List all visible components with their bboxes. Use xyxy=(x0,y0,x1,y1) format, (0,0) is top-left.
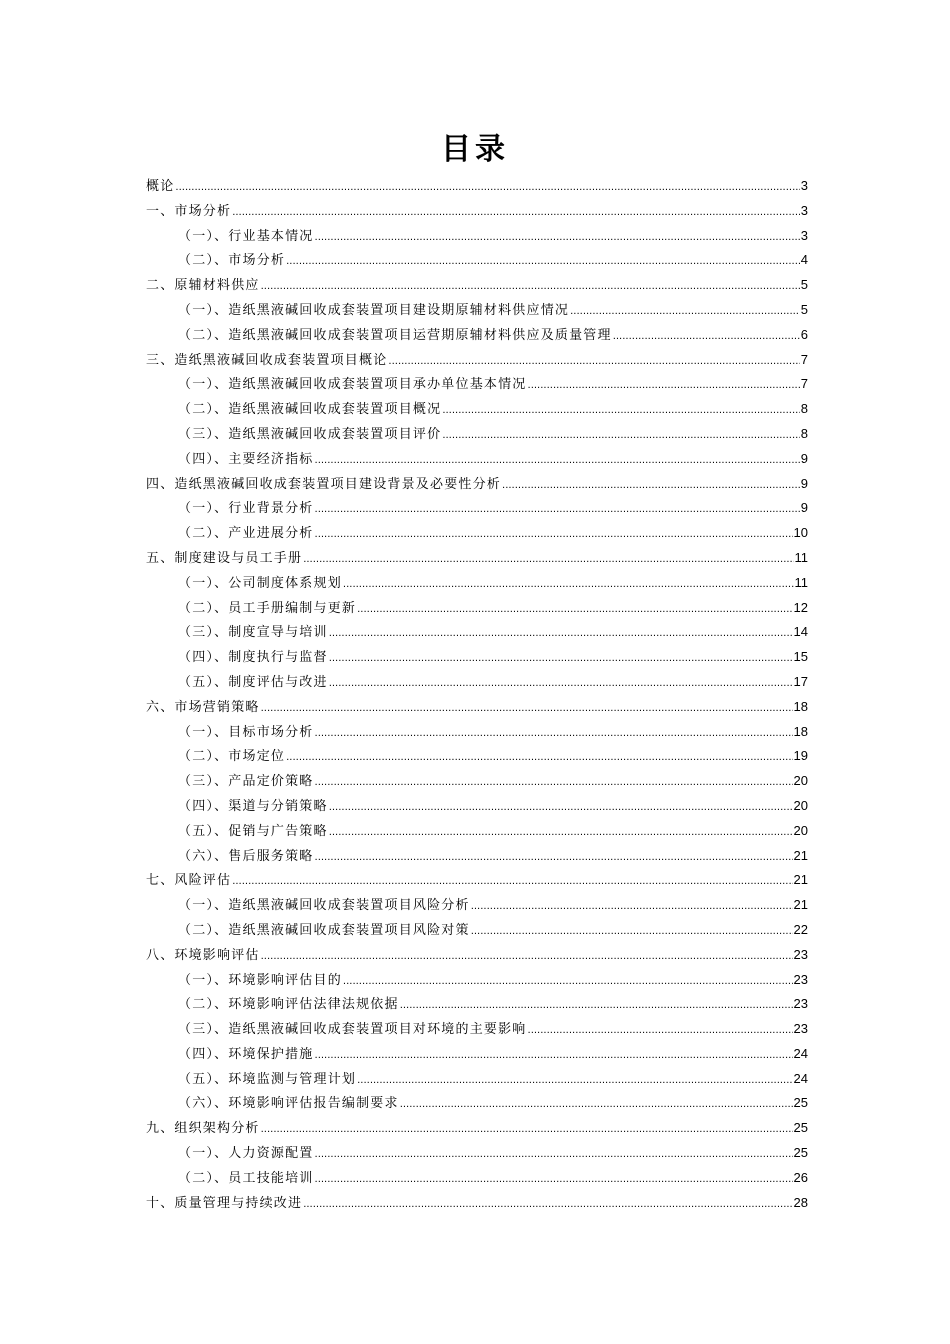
toc-entry-title: （二）、造纸黑液碱回收成套装置项目风险对策 xyxy=(178,922,470,938)
toc-entry-title: （六）、环境影响评估报告编制要求 xyxy=(178,1096,399,1112)
dot-leader xyxy=(261,275,800,300)
toc-page-number: 4 xyxy=(800,252,808,268)
toc-page-number: 18 xyxy=(793,723,808,739)
toc-section-entry[interactable] xyxy=(146,720,808,745)
toc-entry-title: 九、组织架构分析 xyxy=(146,1121,260,1137)
dot-leader xyxy=(329,622,793,647)
toc-page-number: 11 xyxy=(794,574,808,590)
toc-entry-title: （二）、造纸黑液碱回收成套装置项目运营期原辅材料供应及质量管理 xyxy=(178,327,612,343)
toc-entry-title: （三）、产品定价策略 xyxy=(178,774,314,790)
toc-entry-title: 三、造纸黑液碱回收成套装置项目概论 xyxy=(146,352,388,368)
toc-entry-title: （一）、造纸黑液碱回收成套装置项目风险分析 xyxy=(178,898,470,914)
toc-section-entry[interactable] xyxy=(146,1166,808,1191)
toc-entry-title: （一）、目标市场分析 xyxy=(178,724,314,740)
dot-leader xyxy=(315,1044,793,1069)
toc-section-entry[interactable] xyxy=(146,447,808,472)
dot-leader xyxy=(329,821,793,846)
toc-page-number: 5 xyxy=(800,301,808,317)
toc-section-entry[interactable] xyxy=(146,1091,808,1116)
toc-entry-title: 七、风险评估 xyxy=(146,873,232,889)
toc-section-entry[interactable] xyxy=(146,1017,808,1042)
dot-leader xyxy=(315,771,793,796)
toc-page-number: 9 xyxy=(800,450,808,466)
toc-section-entry[interactable] xyxy=(146,918,808,943)
toc-page-number: 15 xyxy=(793,649,808,665)
toc-section-entry[interactable] xyxy=(146,620,808,645)
toc-page-number: 20 xyxy=(793,773,808,789)
toc-section-entry[interactable] xyxy=(146,571,808,596)
dot-leader xyxy=(315,1168,793,1193)
dot-leader xyxy=(502,474,800,499)
toc-section-entry[interactable] xyxy=(146,769,808,794)
toc-chapter-entry[interactable] xyxy=(146,174,808,199)
toc-page-number: 25 xyxy=(793,1120,808,1136)
dot-leader xyxy=(261,1118,793,1143)
toc-section-entry[interactable] xyxy=(146,298,808,323)
toc-section-entry[interactable] xyxy=(146,744,808,769)
dot-leader xyxy=(261,697,793,722)
toc-section-entry[interactable] xyxy=(146,596,808,621)
toc-chapter-entry[interactable] xyxy=(146,868,808,893)
toc-section-entry[interactable] xyxy=(146,422,808,447)
toc-section-entry[interactable] xyxy=(146,645,808,670)
toc-page-number: 14 xyxy=(793,624,808,640)
toc-entry-title: （三）、制度宣导与培训 xyxy=(178,625,328,641)
toc-page-number: 18 xyxy=(793,698,808,714)
toc-section-entry[interactable] xyxy=(146,670,808,695)
dot-leader xyxy=(400,994,793,1019)
toc-page-number: 9 xyxy=(800,475,808,491)
toc-page-number: 8 xyxy=(800,401,808,417)
toc-entry-title: （四）、主要经济指标 xyxy=(178,451,314,467)
toc-section-entry[interactable] xyxy=(146,1067,808,1092)
toc-section-entry[interactable] xyxy=(146,819,808,844)
dot-leader xyxy=(315,846,793,871)
toc-section-entry[interactable] xyxy=(146,1141,808,1166)
toc-entry-title: （二）、市场定位 xyxy=(178,749,286,765)
dot-leader xyxy=(315,1143,793,1168)
dot-leader xyxy=(357,1069,792,1094)
toc-page-number: 23 xyxy=(793,946,808,962)
toc-page-number: 21 xyxy=(793,847,808,863)
dot-leader xyxy=(357,598,792,623)
toc-entry-title: （五）、环境监测与管理计划 xyxy=(178,1071,357,1087)
toc-entry-title: （二）、市场分析 xyxy=(178,253,286,269)
toc-page-number: 7 xyxy=(800,351,808,367)
toc-entry-title: （一）、造纸黑液碱回收成套装置项目建设期原辅材料供应情况 xyxy=(178,302,570,318)
toc-entry-title: （二）、员工技能培训 xyxy=(178,1170,314,1186)
toc-entry-title: （四）、制度执行与监督 xyxy=(178,650,328,666)
toc-entry-title: （二）、员工手册编制与更新 xyxy=(178,600,357,616)
table-of-contents xyxy=(146,174,808,1215)
dot-leader xyxy=(315,498,800,523)
dot-leader xyxy=(303,548,793,573)
toc-page-number: 3 xyxy=(800,227,808,243)
toc-chapter-entry[interactable] xyxy=(146,472,808,497)
dot-leader xyxy=(329,796,793,821)
toc-chapter-entry[interactable] xyxy=(146,1191,808,1216)
dot-leader xyxy=(471,920,793,945)
dot-leader xyxy=(343,970,793,995)
dot-leader xyxy=(303,1193,792,1218)
dot-leader xyxy=(442,424,799,449)
toc-entry-title: （一）、人力资源配置 xyxy=(178,1146,314,1162)
toc-section-entry[interactable] xyxy=(146,521,808,546)
dot-leader xyxy=(232,201,800,226)
toc-chapter-entry[interactable] xyxy=(146,695,808,720)
toc-entry-title: 十、质量管理与持续改进 xyxy=(146,1195,303,1211)
toc-entry-title: 八、环境影响评估 xyxy=(146,947,260,963)
toc-section-entry[interactable] xyxy=(146,893,808,918)
toc-entry-title: 概论 xyxy=(146,179,175,194)
toc-page-number: 21 xyxy=(793,897,808,913)
toc-section-entry[interactable] xyxy=(146,992,808,1017)
toc-title: 目录 xyxy=(441,132,509,167)
dot-leader xyxy=(343,573,794,598)
toc-entry-title: （一）、公司制度体系规划 xyxy=(178,575,342,591)
dot-leader xyxy=(315,722,793,747)
dot-leader xyxy=(613,325,800,350)
dot-leader xyxy=(175,176,799,201)
toc-section-entry[interactable] xyxy=(146,794,808,819)
toc-chapter-entry[interactable] xyxy=(146,348,808,373)
toc-page-number: 3 xyxy=(800,202,808,218)
toc-page-number: 20 xyxy=(793,797,808,813)
toc-section-entry[interactable] xyxy=(146,224,808,249)
toc-section-entry[interactable] xyxy=(146,323,808,348)
toc-entry-title: （二）、环境影响评估法律法规依据 xyxy=(178,997,399,1013)
toc-chapter-entry[interactable] xyxy=(146,546,808,571)
toc-page-number: 25 xyxy=(793,1095,808,1111)
dot-leader xyxy=(315,523,793,548)
toc-page-number: 23 xyxy=(793,996,808,1012)
dot-leader xyxy=(528,1019,793,1044)
toc-page-number: 20 xyxy=(793,822,808,838)
dot-leader xyxy=(400,1093,793,1118)
toc-page-number: 3 xyxy=(800,178,808,193)
toc-entry-title: （四）、环境保护措施 xyxy=(178,1046,314,1062)
toc-page-number: 23 xyxy=(793,1021,808,1037)
toc-entry-title: 一、市场分析 xyxy=(146,203,232,219)
toc-section-entry[interactable] xyxy=(146,844,808,869)
dot-leader xyxy=(261,945,793,970)
toc-page-number: 24 xyxy=(793,1070,808,1086)
dot-leader xyxy=(232,870,792,895)
dot-leader xyxy=(528,374,800,399)
dot-leader xyxy=(315,449,800,474)
toc-chapter-entry[interactable] xyxy=(146,273,808,298)
toc-entry-title: （六）、售后服务策略 xyxy=(178,848,314,864)
toc-entry-title: （一）、造纸黑液碱回收成套装置项目承办单位基本情况 xyxy=(178,377,527,393)
toc-section-entry[interactable] xyxy=(146,248,808,273)
toc-page-number: 10 xyxy=(793,525,808,541)
dot-leader xyxy=(570,300,800,325)
toc-page-number: 22 xyxy=(793,921,808,937)
toc-entry-title: 二、原辅材料供应 xyxy=(146,278,260,294)
toc-entry-title: （三）、造纸黑液碱回收成套装置项目评价 xyxy=(178,426,442,442)
toc-entry-title: 五、制度建设与员工手册 xyxy=(146,550,303,566)
toc-section-entry[interactable] xyxy=(146,372,808,397)
toc-entry-title: （五）、制度评估与改进 xyxy=(178,674,328,690)
toc-entry-title: （一）、行业背景分析 xyxy=(178,501,314,517)
toc-page-number: 11 xyxy=(794,549,808,565)
toc-page-number: 26 xyxy=(793,1169,808,1185)
toc-page-number: 12 xyxy=(793,599,808,615)
toc-page-number: 9 xyxy=(800,500,808,516)
toc-entry-title: （一）、行业基本情况 xyxy=(178,228,314,244)
toc-page-number: 17 xyxy=(793,673,808,689)
toc-page-number: 25 xyxy=(793,1145,808,1161)
dot-leader xyxy=(471,895,793,920)
toc-section-entry[interactable] xyxy=(146,1042,808,1067)
toc-page-number: 19 xyxy=(793,748,808,764)
toc-section-entry[interactable] xyxy=(146,968,808,993)
toc-chapter-entry[interactable] xyxy=(146,1116,808,1141)
toc-chapter-entry[interactable] xyxy=(146,199,808,224)
toc-page-number: 28 xyxy=(793,1194,808,1210)
toc-entry-title: （三）、造纸黑液碱回收成套装置项目对环境的主要影响 xyxy=(178,1022,527,1038)
dot-leader xyxy=(329,647,793,672)
toc-page-number: 24 xyxy=(793,1045,808,1061)
toc-page-number: 5 xyxy=(800,277,808,293)
toc-section-entry[interactable] xyxy=(146,496,808,521)
dot-leader xyxy=(286,746,792,771)
toc-page-number: 6 xyxy=(800,326,808,342)
toc-page-number: 8 xyxy=(800,425,808,441)
toc-page-number: 7 xyxy=(800,376,808,392)
dot-leader xyxy=(286,250,800,275)
toc-chapter-entry[interactable] xyxy=(146,943,808,968)
dot-leader xyxy=(315,226,800,251)
toc-entry-title: （二）、造纸黑液碱回收成套装置项目概况 xyxy=(178,402,442,418)
toc-entry-title: （二）、产业进展分析 xyxy=(178,526,314,542)
toc-page-number: 21 xyxy=(793,872,808,888)
toc-page-number: 23 xyxy=(793,971,808,987)
dot-leader xyxy=(329,672,793,697)
toc-entry-title: 六、市场营销策略 xyxy=(146,699,260,715)
toc-entry-title: 四、造纸黑液碱回收成套装置项目建设背景及必要性分析 xyxy=(146,476,502,492)
dot-leader xyxy=(388,350,799,375)
toc-entry-title: （四）、渠道与分销策略 xyxy=(178,798,328,814)
toc-entry-title: （五）、促销与广告策略 xyxy=(178,823,328,839)
toc-section-entry[interactable] xyxy=(146,397,808,422)
toc-entry-title: （一）、环境影响评估目的 xyxy=(178,972,342,988)
dot-leader xyxy=(442,399,799,424)
